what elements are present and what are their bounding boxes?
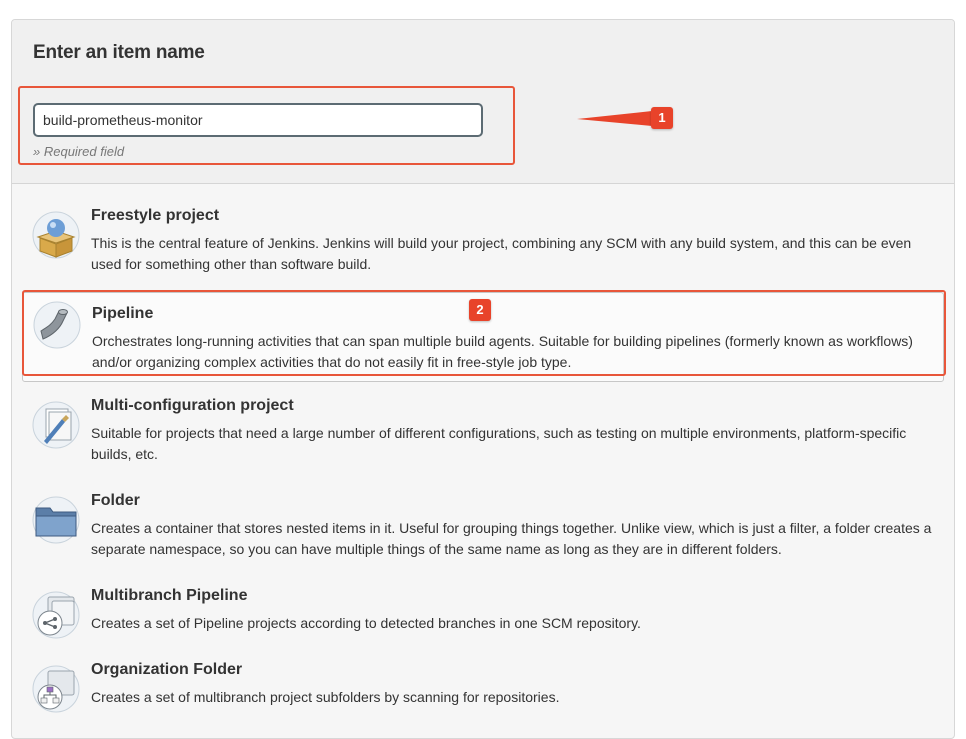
multi-configuration-icon (32, 401, 80, 449)
item-type-organization-folder[interactable] (22, 661, 944, 713)
item-description: Creates a container that stores nested items in it. Useful for grouping things together. Unlike view, which is just a filter, a folder creates a separate namespace, so you can have multiple things of the same name as long as they are in different folders. (91, 520, 932, 557)
item-type-freestyle[interactable] (22, 207, 944, 279)
annotation-badge-2: 2 (469, 299, 491, 321)
item-type-multibranch-pipeline[interactable] (22, 587, 944, 639)
item-title: Freestyle project (91, 207, 220, 224)
required-field-note: » Required field (33, 144, 125, 159)
item-title: Organization Folder (91, 661, 243, 678)
item-title: Folder (91, 492, 140, 509)
folder-icon (32, 496, 80, 544)
organization-folder-icon (32, 665, 80, 713)
item-type-folder[interactable] (22, 492, 944, 564)
item-name-input[interactable] (33, 103, 483, 137)
item-title: Pipeline (92, 305, 154, 322)
freestyle-box-icon (32, 211, 80, 259)
item-description: Suitable for projects that need a large number of different configurations, such as testing on multiple environments, platform-specific builds, etc. (91, 425, 907, 462)
item-title: Multibranch Pipeline (91, 587, 248, 604)
annotation-badge-1: 1 (651, 107, 673, 129)
annotation-arrow-icon (567, 88, 659, 130)
item-description: This is the central feature of Jenkins. Jenkins will build your project, combining any SCM with any build system, and this can be even used for something other than software build. (91, 235, 912, 272)
item-name-section (12, 20, 954, 184)
new-item-panel (11, 19, 955, 739)
item-description: Creates a set of multibranch project subfolders by scanning for repositories. (91, 689, 560, 705)
pipeline-pipe-icon (33, 301, 81, 349)
item-title: Multi-configuration project (91, 397, 294, 414)
page-title: Enter an item name (33, 42, 205, 63)
item-description: Orchestrates long-running activities that can span multiple build agents. Suitable for building pipelines (formerly known as workflows) and/or organizing complex activities that do not easily fit in free-style job type. (92, 333, 913, 370)
multibranch-pipeline-icon (32, 591, 80, 639)
item-description: Creates a set of Pipeline projects according to detected branches in one SCM repository. (91, 615, 641, 631)
item-type-multi-configuration[interactable] (22, 397, 944, 469)
